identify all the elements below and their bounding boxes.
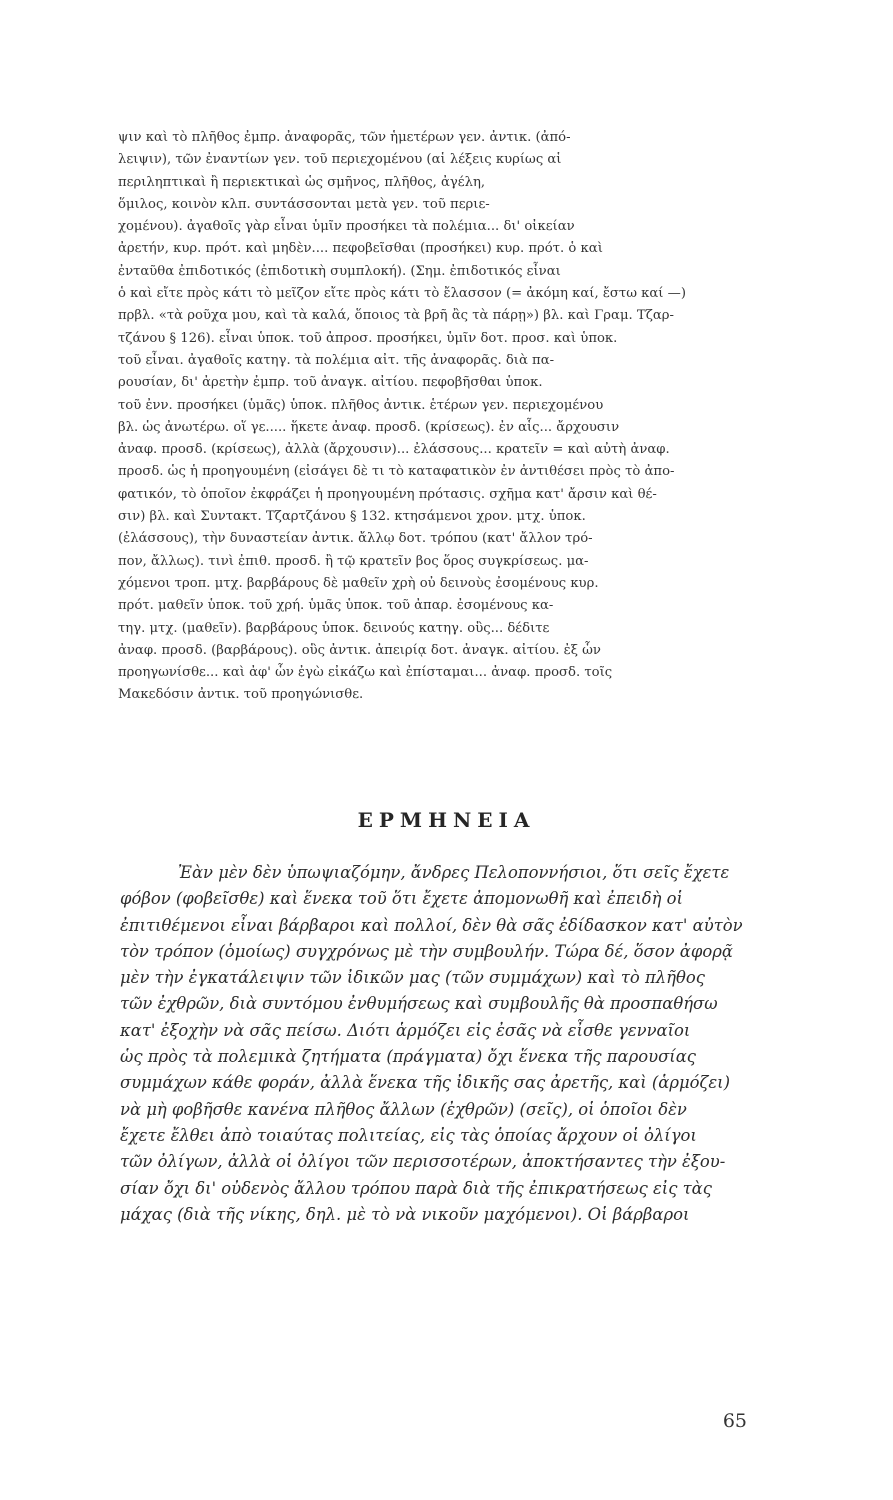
page-number: 65	[722, 1410, 747, 1432]
grammar-commentary	[118, 127, 753, 707]
section-heading: ΕΡΜΗΝΕΙΑ	[357, 808, 536, 832]
translation-text: Ἐὰν μὲν δὲν ὑπωψιαζόμην, ἄνδρες Πελοποννήσιοι, ὅτι σεῖς ἔχετε φόβον (φοβεῖσθε) καὶ ἕνεκα τοῦ ὅτι ἔχετε ἀπομονωθῆ καὶ ἐπειδὴ οἱ ἐπιτιθέμενοι εἶναι βάρβαροι καὶ πολλοί, δὲν θὰ σᾶς ἐδίδασκον κατ' αὐτὸν τὸν τρόπον (ὁμοίως) συγχρόνως μὲ τὴν συμβουλήν. Τώρα δέ, ὅσον ἀφορᾷ μὲν τὴν ἐγκατάλειψιν τῶν ἰδικῶν μας (τῶν συμμάχων) καὶ τὸ πλῆθος τῶν ἐχθρῶν, διὰ συντόμου ἐνθυμήσεως καὶ συμβουλῆς θὰ προσπαθήσω κατ' ἐξοχὴν νὰ σᾶς πείσω. Διότι ἁρμόζει εἰς ἐσᾶς νὰ εἶσθε γενναῖοι ὡς πρὸς τὰ πολεμικὰ ζητήματα (πράγματα) ὄχι ἕνεκα τῆς παρουσίας συμμάχων κάθε φοράν, ἀλλὰ ἕνεκα τῆς ἰδικῆς σας ἀρετῆς, καὶ (ἁρμόζει) νὰ μὴ φοβῆσθε κανένα πλῆθος ἄλλων (ἐχθρῶν) (σεῖς), οἱ ὁποῖοι δὲν ἔχετε ἔλθει ἀπὸ τοιαύτας πολιτείας, εἰς τὰς ὁποίας ἄρχουν οἱ ὀλίγοι τῶν ὀλίγων, ἀλλὰ οἱ ὀλίγοι τῶν περισσοτέρων, ἀποκτήσαντες τὴν ἐξου- σίαν ὄχι δι' οὐδενὸς ἄλλου τρόπου παρὰ διὰ τῆς ἐπικρατήσεως εἰς τὰς μάχας (διὰ τῆς νίκης, δηλ. μὲ τὸ νὰ νικοῦν μαχόμενοι). Οἱ βάρβαροι	[120, 863, 743, 1224]
translation-block	[120, 860, 755, 1228]
commentary-text: ψιν καὶ τὸ πλῆθος ἐμπρ. ἀναφορᾶς, τῶν ἡμετέρων γεν. ἀντικ. (ἀπό- λειψιν), τῶν ἐναντίων γεν. τοῦ περιεχομένου (αἱ λέξεις κυρίως αἱ περιληπτικαὶ ἢ περιεκτικαὶ ὡς σμῆνος, πλῆθος, ἀγέλη, ὅμιλος, κοινὸν κλπ. συντάσσονται μετὰ γεν. τοῦ περιε- χομένου). ἀγαθοῖς γὰρ εἶναι ὑμῖν προσήκει τὰ πολέμια... δι' οἰκείαν ἀρετήν, κυρ. πρότ. καὶ μηδὲν.... πεφοβεῖσθαι (προσήκει) κυρ. πρότ. ὁ καὶ ἐνταῦθα ἐπιδοτικός (ἐπιδοτικὴ συμπλοκή). (Σημ. ἐπιδοτικός εἶναι ὁ καὶ εἴτε πρὸς κάτι τὸ μεῖζον εἴτε πρὸς κάτι τὸ ἔλασσον (= ἀκόμη καί, ἔστω καί —) πρβλ. «τὰ ροῦχα μου, καὶ τὰ καλά, ὅποιος τὰ βρῆ ἂς τὰ πάρῃ») βλ. καὶ Γραμ. Τζαρ- τζάνου § 126). εἶναι ὑποκ. τοῦ ἀπροσ. προσήκει, ὑμῖν δοτ. προσ. καὶ ὑποκ. τοῦ εἶναι. ἀγαθοῖς κατηγ. τὰ πολέμια αἰτ. τῆς ἀναφορᾶς. διὰ πα- ρουσίαν, δι' ἀρετὴν ἐμπρ. τοῦ ἀναγκ. αἰτίου. πεφοβῆσθαι ὑποκ. τοῦ ἐνν. προσήκει (ὑμᾶς) ὑποκ. πλῆθος ἀντικ. ἑτέρων γεν. περιεχομένου βλ. ὡς ἀνωτέρω. οἵ γε..... ἥκετε ἀναφ. προσδ. (κρίσεως). ἐν αἷς... ἄρχουσιν ἀναφ. προσδ. (κρίσεως), ἀλλὰ (ἄρχουσιν)... ἐλάσσους... κρατεῖν = καὶ αὐτὴ ἀναφ. προσδ. ὡς ἡ προηγουμένη (εἰσάγει δὲ τι τὸ καταφατικὸν ἐν ἀντιθέσει πρὸς τὸ ἀπο- φατικόν, τὸ ὁποῖον ἐκφράζει ἡ προηγουμένη πρότασις. σχῆμα κατ' ἄρσιν καὶ θέ- σιν) βλ. καὶ Συντακτ. Τζαρτζάνου § 132. κτησάμενοι χρον. μτχ. ὑποκ. (ἐλάσσους), τὴν δυναστείαν ἀντικ. ἄλλῳ δοτ. τρόπου (κατ' ἄλλον τρό- πον, ἄλλως). τινὶ ἐπιθ. προσδ. ἢ τῷ κρατεῖν βος ὅρος συγκρίσεως. μα- χόμενοι τροπ. μτχ. βαρβάρους δὲ μαθεῖν χρὴ οὐ δεινοὺς ἐσομένους κυρ. πρότ. μαθεῖν ὑποκ. τοῦ χρή. ὑμᾶς ὑποκ. τοῦ ἀπαρ. ἐσομένους κα- τηγ. μτχ. (μαθεῖν). βαρβάρους ὑποκ. δεινούς κατηγ. οὓς... δέδιτε ἀναφ. προσδ. (βαρβάρους). οὓς ἀντικ. ἀπειρίᾳ δοτ. ἀναγκ. αἰτίου. ἐξ ὧν προηγωνίσθε... καὶ ἀφ' ὧν ἐγὼ εἰκάζω καὶ ἐπίσταμαι... ἀναφ. προσδ. τοῖς Μακεδόσιν ἀντικ. τοῦ προηγώνισθε.	[118, 130, 686, 703]
